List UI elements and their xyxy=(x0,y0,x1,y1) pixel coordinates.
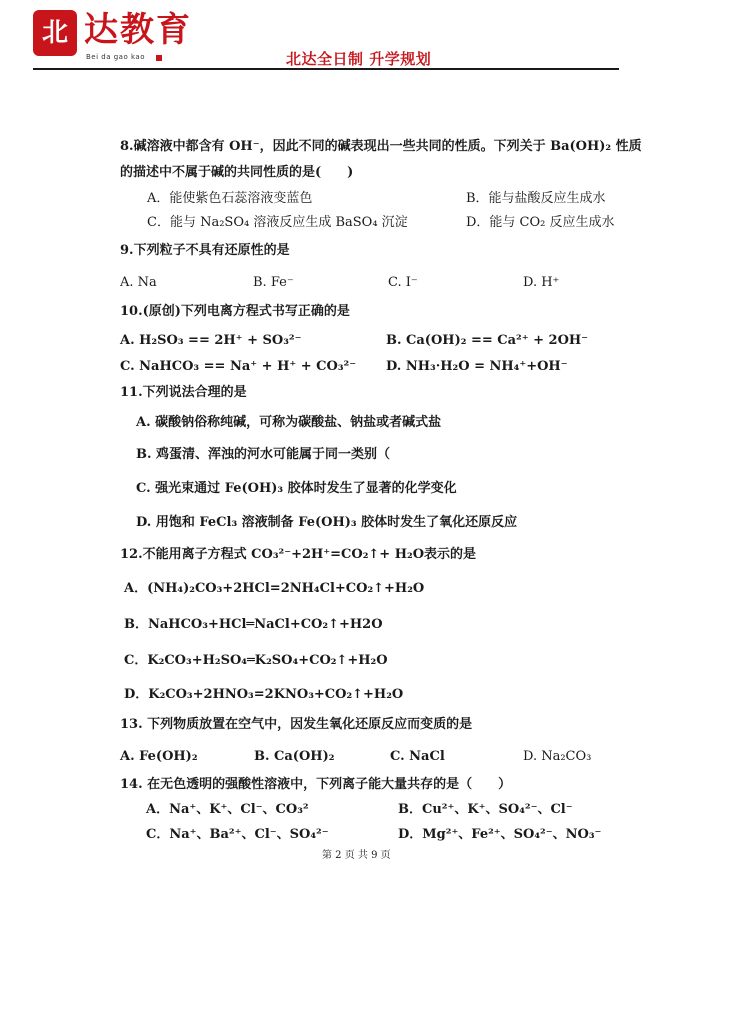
q14-option-d: D．Mg²⁺、Fe²⁺、SO₄²⁻、NO₃⁻ xyxy=(398,827,602,842)
header-divider xyxy=(33,68,619,70)
brand-name: 达教育 xyxy=(84,10,192,50)
brand-logo-icon: 北 xyxy=(33,10,77,56)
brand-dot-icon xyxy=(156,55,162,61)
q13-option-c: C. NaCl xyxy=(390,749,445,764)
q8-option-d: D．能与 CO₂ 反应生成水 xyxy=(466,215,615,230)
page-number: 第 2 页 共 9 页 xyxy=(322,850,391,861)
q9-option-b: B. Fe⁻ xyxy=(253,275,294,290)
q8-option-b: B．能与盐酸反应生成水 xyxy=(466,191,606,206)
q9-option-d: D. H⁺ xyxy=(523,275,560,290)
q14-option-b: B．Cu²⁺、K⁺、SO₄²⁻、Cl⁻ xyxy=(398,802,573,817)
q13-stem: 13. 下列物质放置在空气中，因发生氧化还原反应而变质的是 xyxy=(120,717,473,732)
q12-option-c: C．K₂CO₃+H₂SO₄═K₂SO₄+CO₂↑+H₂O xyxy=(124,653,388,668)
brand-pinyin: Bei da gao kao xyxy=(86,53,145,61)
q12-option-a: A．(NH₄)₂CO₃+2HCl=2NH₄Cl+CO₂↑+H₂O xyxy=(124,581,425,596)
q8-option-c: C．能与 Na₂SO₄ 溶液反应生成 BaSO₄ 沉淀 xyxy=(147,215,408,230)
q11-option-c: C. 强光束通过 Fe(OH)₃ 胶体时发生了显著的化学变化 xyxy=(136,481,457,496)
q8-stem-line2: 的描述中不属于碱的共同性质的是( ) xyxy=(120,165,354,180)
q14-option-a: A．Na⁺、K⁺、Cl⁻、CO₃² xyxy=(146,802,309,817)
q10-option-a: A. H₂SO₃ == 2H⁺ + SO₃²⁻ xyxy=(120,333,302,348)
q12-option-b: B．NaHCO₃+HCl═NaCl+CO₂↑+H2O xyxy=(124,617,383,632)
q9-stem: 9.下列粒子不具有还原性的是 xyxy=(120,243,290,258)
q9-option-a: A. Na xyxy=(120,275,157,290)
q10-option-d: D. NH₃·H₂O = NH₄⁺+OH⁻ xyxy=(386,359,568,374)
q12-stem: 12.不能用离子方程式 CO₃²⁻+2H⁺=CO₂↑+ H₂O表示的是 xyxy=(120,547,477,562)
q10-option-c: C. NaHCO₃ == Na⁺ + H⁺ + CO₃²⁻ xyxy=(120,359,357,374)
q9-option-c: C. I⁻ xyxy=(388,275,418,290)
q14-stem: 14. 在无色透明的强酸性溶液中，下列离子能大量共存的是（ ） xyxy=(120,777,512,792)
q13-option-b: B. Ca(OH)₂ xyxy=(254,749,335,764)
q10-stem: 10.(原创)下列电离方程式书写正确的是 xyxy=(120,304,350,319)
header-slogan: 北达全日制 升学规划 xyxy=(286,50,432,68)
q11-option-a: A. 碳酸钠俗称纯碱，可称为碳酸盐、钠盐或者碱式盐 xyxy=(136,415,442,430)
q10-option-b: B. Ca(OH)₂ == Ca²⁺ + 2OH⁻ xyxy=(386,333,589,348)
q8-option-a: A．能使紫色石蕊溶液变蓝色 xyxy=(147,191,313,206)
q13-option-a: A. Fe(OH)₂ xyxy=(120,749,198,764)
q12-option-d: D．K₂CO₃+2HNO₃=2KNO₃+CO₂↑+H₂O xyxy=(124,687,404,702)
q8-stem-line1: 8.碱溶液中都含有 OH⁻，因此不同的碱表现出一些共同的性质。下列关于 Ba(OH)₂ 性质 xyxy=(120,139,642,154)
q11-option-d: D. 用饱和 FeCl₃ 溶液制备 Fe(OH)₃ 胶体时发生了氧化还原反应 xyxy=(136,515,518,530)
q11-option-b: B. 鸡蛋清、浑浊的河水可能属于同一类别（ xyxy=(136,447,391,462)
q14-option-c: C．Na⁺、Ba²⁺、Cl⁻、SO₄²⁻ xyxy=(146,827,329,842)
q11-stem: 11.下列说法合理的是 xyxy=(120,385,247,400)
q13-option-d: D. Na₂CO₃ xyxy=(523,749,592,764)
